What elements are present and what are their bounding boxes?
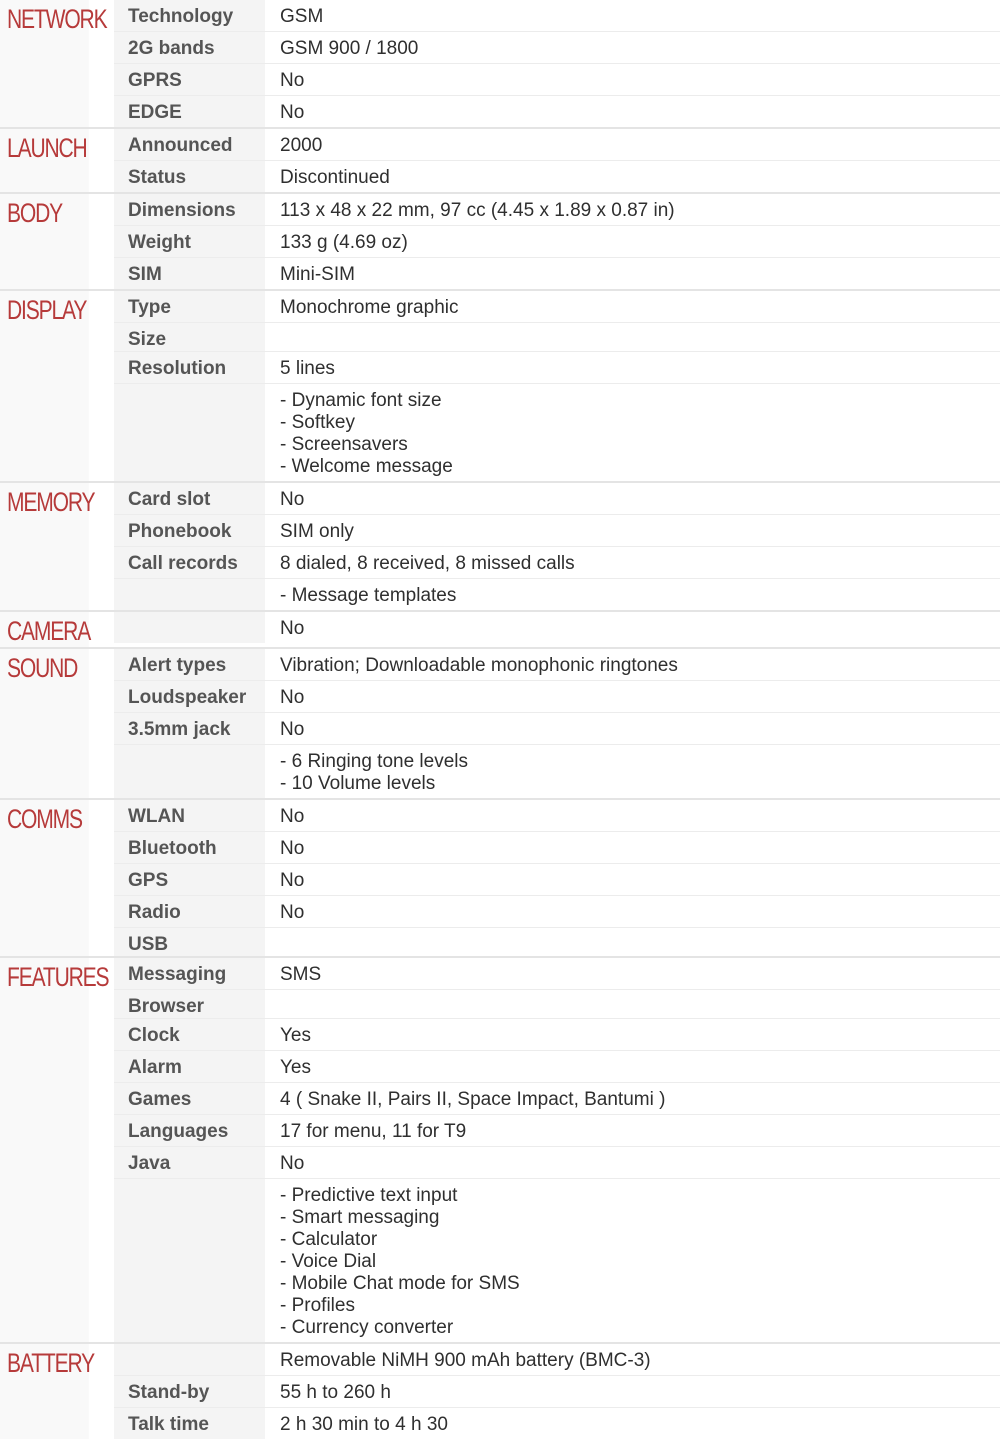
spec-row [114, 1115, 1000, 1147]
spec-value: No [280, 902, 305, 923]
spec-label: Card slot [114, 483, 265, 514]
spec-row [114, 990, 1000, 1019]
spec-label: Loudspeaker [114, 681, 265, 712]
spec-value: No [280, 489, 305, 510]
spec-section-body [0, 194, 1000, 291]
spec-label: WLAN [114, 800, 265, 831]
spec-label: Size [114, 323, 265, 351]
spec-row [114, 1019, 1000, 1051]
spec-row [114, 713, 1000, 745]
section-title: LAUNCH [0, 129, 89, 192]
spec-value [265, 323, 1000, 351]
spec-label [114, 1344, 265, 1375]
spec-label: Weight [114, 226, 265, 257]
spec-label: Phonebook [114, 515, 265, 546]
spec-row [114, 258, 1000, 289]
spec-section-launch [0, 129, 1000, 194]
section-title: NETWORK [0, 0, 89, 127]
spec-value: 55 h to 260 h [280, 1382, 391, 1403]
spec-label: Bluetooth [114, 832, 265, 863]
spec-label: 2G bands [114, 32, 265, 63]
spec-label [114, 745, 265, 798]
spec-label [114, 579, 265, 610]
spec-row [114, 194, 1000, 226]
spec-row [114, 1408, 1000, 1439]
spec-value: Discontinued [280, 167, 390, 188]
spec-label: Type [114, 291, 265, 322]
spec-section-battery [0, 1344, 1000, 1439]
spec-row [114, 483, 1000, 515]
section-title: BODY [0, 194, 89, 289]
section-rows [114, 194, 1000, 289]
spec-value: - Predictive text input - Smart messaging - Calculator - Voice Dial - Mobile Chat mode for SMS - Profiles - Currency converter [280, 1185, 520, 1338]
section-title: BATTERY [0, 1344, 89, 1439]
spec-row [114, 129, 1000, 161]
spec-label: Alarm [114, 1051, 265, 1082]
spec-row [114, 1376, 1000, 1408]
spec-label: Dimensions [114, 194, 265, 225]
section-title: FEATURES [0, 958, 89, 1342]
spec-label [114, 612, 265, 643]
spec-value: No [280, 70, 305, 91]
spec-row [114, 0, 1000, 32]
spec-value: GSM 900 / 1800 [280, 38, 419, 59]
spec-label: Call records [114, 547, 265, 578]
spec-label: 3.5mm jack [114, 713, 265, 744]
spec-row [114, 384, 1000, 481]
section-rows [114, 800, 1000, 956]
spec-value: Yes [280, 1057, 311, 1078]
section-rows [114, 291, 1000, 481]
spec-row [114, 649, 1000, 681]
spec-row [114, 800, 1000, 832]
spec-label: Messaging [114, 958, 265, 989]
section-title: COMMS [0, 800, 89, 956]
spec-value: GSM [280, 6, 324, 27]
spec-row [114, 832, 1000, 864]
spec-row [114, 1344, 1000, 1376]
spec-label: GPS [114, 864, 265, 895]
spec-value: No [280, 1153, 305, 1174]
spec-row [114, 612, 1000, 643]
spec-value: No [280, 102, 305, 123]
spec-value: Mini-SIM [280, 264, 355, 285]
spec-row [114, 745, 1000, 798]
section-rows [114, 483, 1000, 610]
spec-value: Yes [280, 1025, 311, 1046]
spec-section-features [0, 958, 1000, 1344]
section-rows [114, 612, 1000, 647]
spec-label: GPRS [114, 64, 265, 95]
spec-label: Technology [114, 0, 265, 31]
spec-label: Resolution [114, 352, 265, 383]
spec-row [114, 864, 1000, 896]
spec-value: No [280, 618, 305, 639]
spec-value: Vibration; Downloadable monophonic ringtones [280, 655, 678, 676]
spec-label: Languages [114, 1115, 265, 1146]
spec-label: SIM [114, 258, 265, 289]
spec-value: No [280, 838, 305, 859]
spec-row [114, 1179, 1000, 1342]
section-rows [114, 129, 1000, 192]
spec-label: Alert types [114, 649, 265, 680]
spec-row [114, 161, 1000, 192]
spec-row [114, 547, 1000, 579]
spec-label: Clock [114, 1019, 265, 1050]
spec-label: Talk time [114, 1408, 265, 1439]
spec-value: - Message templates [280, 585, 457, 606]
spec-section-memory [0, 483, 1000, 612]
spec-label: Java [114, 1147, 265, 1178]
spec-label [114, 384, 265, 481]
spec-value: SMS [280, 964, 322, 985]
spec-label: Status [114, 161, 265, 192]
spec-label: Announced [114, 129, 265, 160]
spec-value [265, 990, 1000, 1018]
spec-value: No [280, 870, 305, 891]
spec-label: Stand-by [114, 1376, 265, 1407]
spec-row [114, 515, 1000, 547]
spec-row [114, 1083, 1000, 1115]
spec-value: SIM only [280, 521, 354, 542]
section-title: CAMERA [0, 612, 89, 647]
spec-label: Browser [114, 990, 265, 1018]
spec-value: No [280, 687, 305, 708]
spec-row [114, 226, 1000, 258]
spec-label: Radio [114, 896, 265, 927]
spec-row [114, 32, 1000, 64]
spec-value: No [280, 806, 305, 827]
spec-value [265, 928, 1000, 956]
spec-value: 17 for menu, 11 for T9 [280, 1121, 467, 1142]
spec-row [114, 1051, 1000, 1083]
section-rows [114, 649, 1000, 798]
spec-row [114, 896, 1000, 928]
spec-value: No [280, 719, 305, 740]
section-title: MEMORY [0, 483, 89, 610]
spec-section-camera [0, 612, 1000, 649]
spec-value: Monochrome graphic [280, 297, 459, 318]
spec-row [114, 64, 1000, 96]
spec-value: Removable NiMH 900 mAh battery (BMC-3) [280, 1350, 651, 1371]
spec-value: 4 ( Snake II, Pairs II, Space Impact, Bantumi ) [280, 1089, 666, 1110]
spec-label [114, 1179, 265, 1342]
spec-row [114, 958, 1000, 990]
spec-section-network [0, 0, 1000, 129]
section-title: SOUND [0, 649, 89, 798]
spec-value: 8 dialed, 8 received, 8 missed calls [280, 553, 575, 574]
spec-section-display [0, 291, 1000, 483]
section-rows [114, 958, 1000, 1342]
section-title: DISPLAY [0, 291, 89, 481]
spec-row [114, 352, 1000, 384]
spec-row [114, 1147, 1000, 1179]
spec-row [114, 928, 1000, 956]
spec-row [114, 291, 1000, 323]
spec-value: 5 lines [280, 358, 335, 379]
spec-section-comms [0, 800, 1000, 958]
spec-row [114, 323, 1000, 352]
spec-value: 2 h 30 min to 4 h 30 [280, 1414, 448, 1435]
spec-label: Games [114, 1083, 265, 1114]
spec-value: - Dynamic font size - Softkey - Screensavers - Welcome message [280, 390, 453, 477]
spec-row [114, 579, 1000, 610]
spec-section-sound [0, 649, 1000, 800]
spec-row [114, 96, 1000, 127]
spec-value: - 6 Ringing tone levels - 10 Volume levels [280, 751, 468, 794]
spec-value: 133 g (4.69 oz) [280, 232, 408, 253]
spec-row [114, 681, 1000, 713]
section-rows [114, 1344, 1000, 1439]
spec-value: 113 x 48 x 22 mm, 97 cc (4.45 x 1.89 x 0.87 in) [280, 200, 675, 221]
spec-label: EDGE [114, 96, 265, 127]
section-rows [114, 0, 1000, 127]
spec-label: USB [114, 928, 265, 956]
spec-value: 2000 [280, 135, 323, 156]
